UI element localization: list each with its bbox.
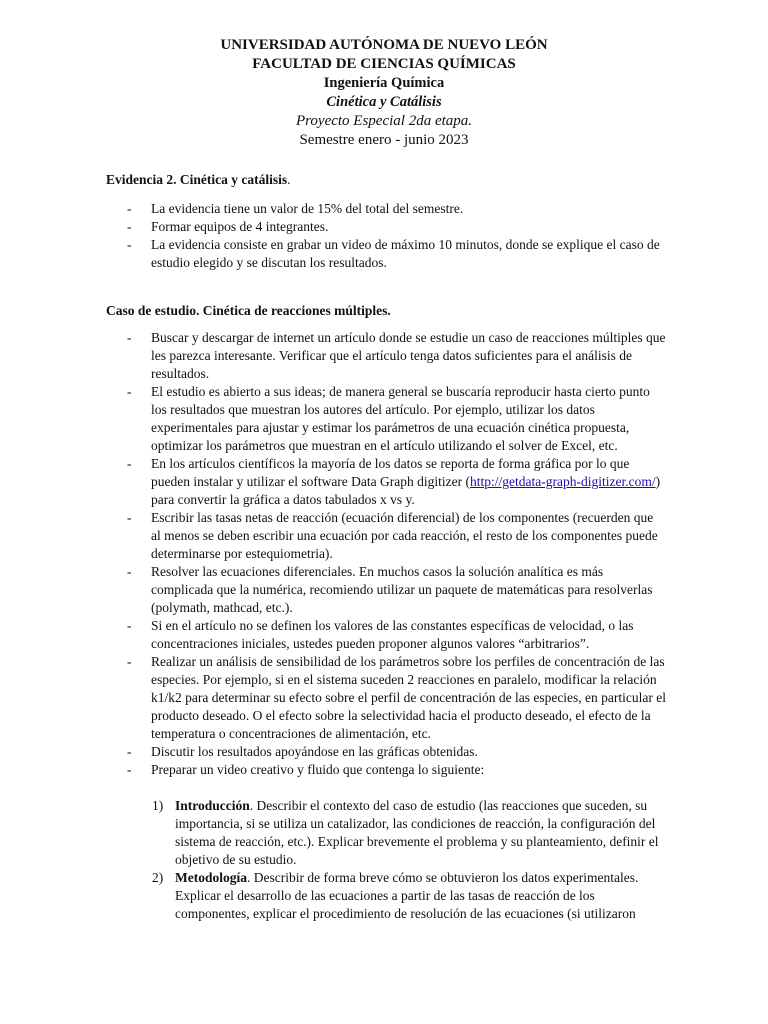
program-name: Ingeniería Química bbox=[323, 75, 445, 91]
bullet-dash: - bbox=[127, 330, 132, 345]
item-number: 2) bbox=[152, 870, 164, 885]
list-item-text: Buscar y descargar de internet un artículo donde se estudie un caso de reacciones múltiples que les parezca interesante. Verificar que el artículo tenga datos suficientes para el análisis de resultados. bbox=[151, 330, 666, 381]
semester: Semestre enero - junio 2023 bbox=[299, 132, 469, 148]
list-item-text: Si en el artículo no se definen los valores de las constantes específicas de velocidad, o las concentraciones iniciales, ustedes pueden proponer algunos valores “arbitrarios”. bbox=[151, 618, 634, 651]
document-header bbox=[0, 36, 768, 150]
list-item-text: ) para convertir la gráfica a datos tabulados x vs y. bbox=[151, 474, 661, 507]
bullet-dash: - bbox=[127, 456, 132, 471]
evidence-heading-text: Evidencia 2. Cinética y catálisis bbox=[106, 172, 288, 187]
list-item bbox=[106, 761, 666, 779]
list-item-text: La evidencia consiste en grabar un video de máximo 10 minutos, donde se explique el caso de estudio elegido y se discutan los resultados. bbox=[151, 237, 660, 270]
bullet-dash: - bbox=[127, 510, 132, 525]
case-study-list bbox=[106, 329, 666, 779]
evidence-heading bbox=[106, 171, 291, 189]
bullet-dash: - bbox=[127, 219, 132, 234]
list-item-text: Discutir los resultados apoyándose en las gráficas obtenidas. bbox=[151, 744, 478, 759]
list-item-text: Escribir las tasas netas de reacción (ecuación diferencial) de los componentes (recuerden que al menos se deben escribir una ecuación por cada reacción, el resto de los componentes puede determinarse por estequiometria). bbox=[151, 510, 658, 561]
item-text: . Describir de forma breve cómo se obtuvieron los datos experimentales. Explicar el desarrollo de las ecuaciones a partir de las tasas de reacción de los componentes, explicar el procedimiento de resolución de las ecuaciones (si utilizaron bbox=[175, 870, 639, 921]
project-name: Proyecto Especial 2da etapa. bbox=[295, 113, 473, 129]
getdata-graph-digitizer-link[interactable]: http://getdata-graph-digitizer.com/ bbox=[470, 474, 656, 489]
list-item-text: Realizar un análisis de sensibilidad de los parámetros sobre los perfiles de concentración de las especies. Por ejemplo, si en el sistema suceden 2 reacciones en paralelo, modificar la relación k1/k2 para determinar su efecto sobre el perfil de concentración de las especies, en particular el producto deseado. O el efecto sobre la selectividad hacia el producto deseado, el efecto de la temperatura o concentraciones de alimentación, etc. bbox=[151, 654, 667, 741]
item-text: . Describir el contexto del caso de estudio (las reacciones que suceden, su importancia, si se utiliza un catalizador, las condiciones de reacción, la configuración del sistema de reacción, etc.). Explicar brevemente el problema y su planteamiento, definir el objetivo de su estudio. bbox=[175, 798, 659, 867]
list-item bbox=[106, 236, 666, 272]
bullet-dash: - bbox=[127, 762, 132, 777]
list-item-text: En los artículos científicos la mayoría de los datos se reporta de forma gráfica por lo que pueden instalar y utilizar el software Data Graph digitizer ( bbox=[151, 456, 630, 489]
bullet-dash: - bbox=[127, 201, 132, 216]
list-item bbox=[106, 329, 666, 383]
bullet-dash: - bbox=[127, 564, 132, 579]
bullet-dash: - bbox=[127, 654, 132, 669]
video-content-list bbox=[150, 797, 660, 923]
list-item bbox=[106, 383, 666, 455]
list-item bbox=[106, 218, 666, 236]
list-item bbox=[106, 743, 666, 761]
evidence-list bbox=[106, 200, 666, 272]
list-item-text: El estudio es abierto a sus ideas; de manera general se buscaría reproducir hasta cierto punto los resultados que muestran los autores del artículo. Por ejemplo, utilizar los datos experimentales para ajustar y estimar los parámetros de una ecuación cinética propuesta, optimizar los parámetros que muestran en el artículo utilizando el solver de Excel, etc. bbox=[151, 384, 650, 453]
university-name: UNIVERSIDAD AUTÓNOMA DE NUEVO LEÓN bbox=[220, 37, 548, 53]
course-name: Cinética y Catálisis bbox=[326, 94, 442, 110]
list-item-text: Resolver las ecuaciones diferenciales. En muchos casos la solución analítica es más complicada que la numérica, recomiendo utilizar un paquete de matemáticas para resolverlas (polymath, mathcad, etc.). bbox=[151, 564, 653, 615]
bullet-dash: - bbox=[127, 384, 132, 399]
list-item-text: Preparar un video creativo y fluido que contenga lo siguiente: bbox=[151, 762, 485, 777]
evidence-heading-period: . bbox=[287, 172, 291, 187]
case-study-heading: Caso de estudio. Cinética de reacciones múltiples. bbox=[106, 303, 391, 318]
item-title: Introducción bbox=[175, 798, 250, 813]
bullet-dash: - bbox=[127, 744, 132, 759]
faculty-name: FACULTAD DE CIENCIAS QUÍMICAS bbox=[252, 56, 516, 72]
list-item bbox=[106, 617, 666, 653]
list-item bbox=[106, 200, 666, 218]
list-item bbox=[106, 653, 666, 743]
numbered-item bbox=[150, 797, 660, 869]
item-title: Metodología bbox=[175, 870, 247, 885]
list-item-text: La evidencia tiene un valor de 15% del total del semestre. bbox=[151, 201, 464, 216]
bullet-dash: - bbox=[127, 237, 132, 252]
list-item bbox=[106, 563, 666, 617]
list-item bbox=[106, 455, 666, 509]
list-item bbox=[106, 509, 666, 563]
item-number: 1) bbox=[152, 798, 164, 813]
numbered-item bbox=[150, 869, 660, 923]
bullet-dash: - bbox=[127, 618, 132, 633]
list-item-text: Formar equipos de 4 integrantes. bbox=[151, 219, 329, 234]
